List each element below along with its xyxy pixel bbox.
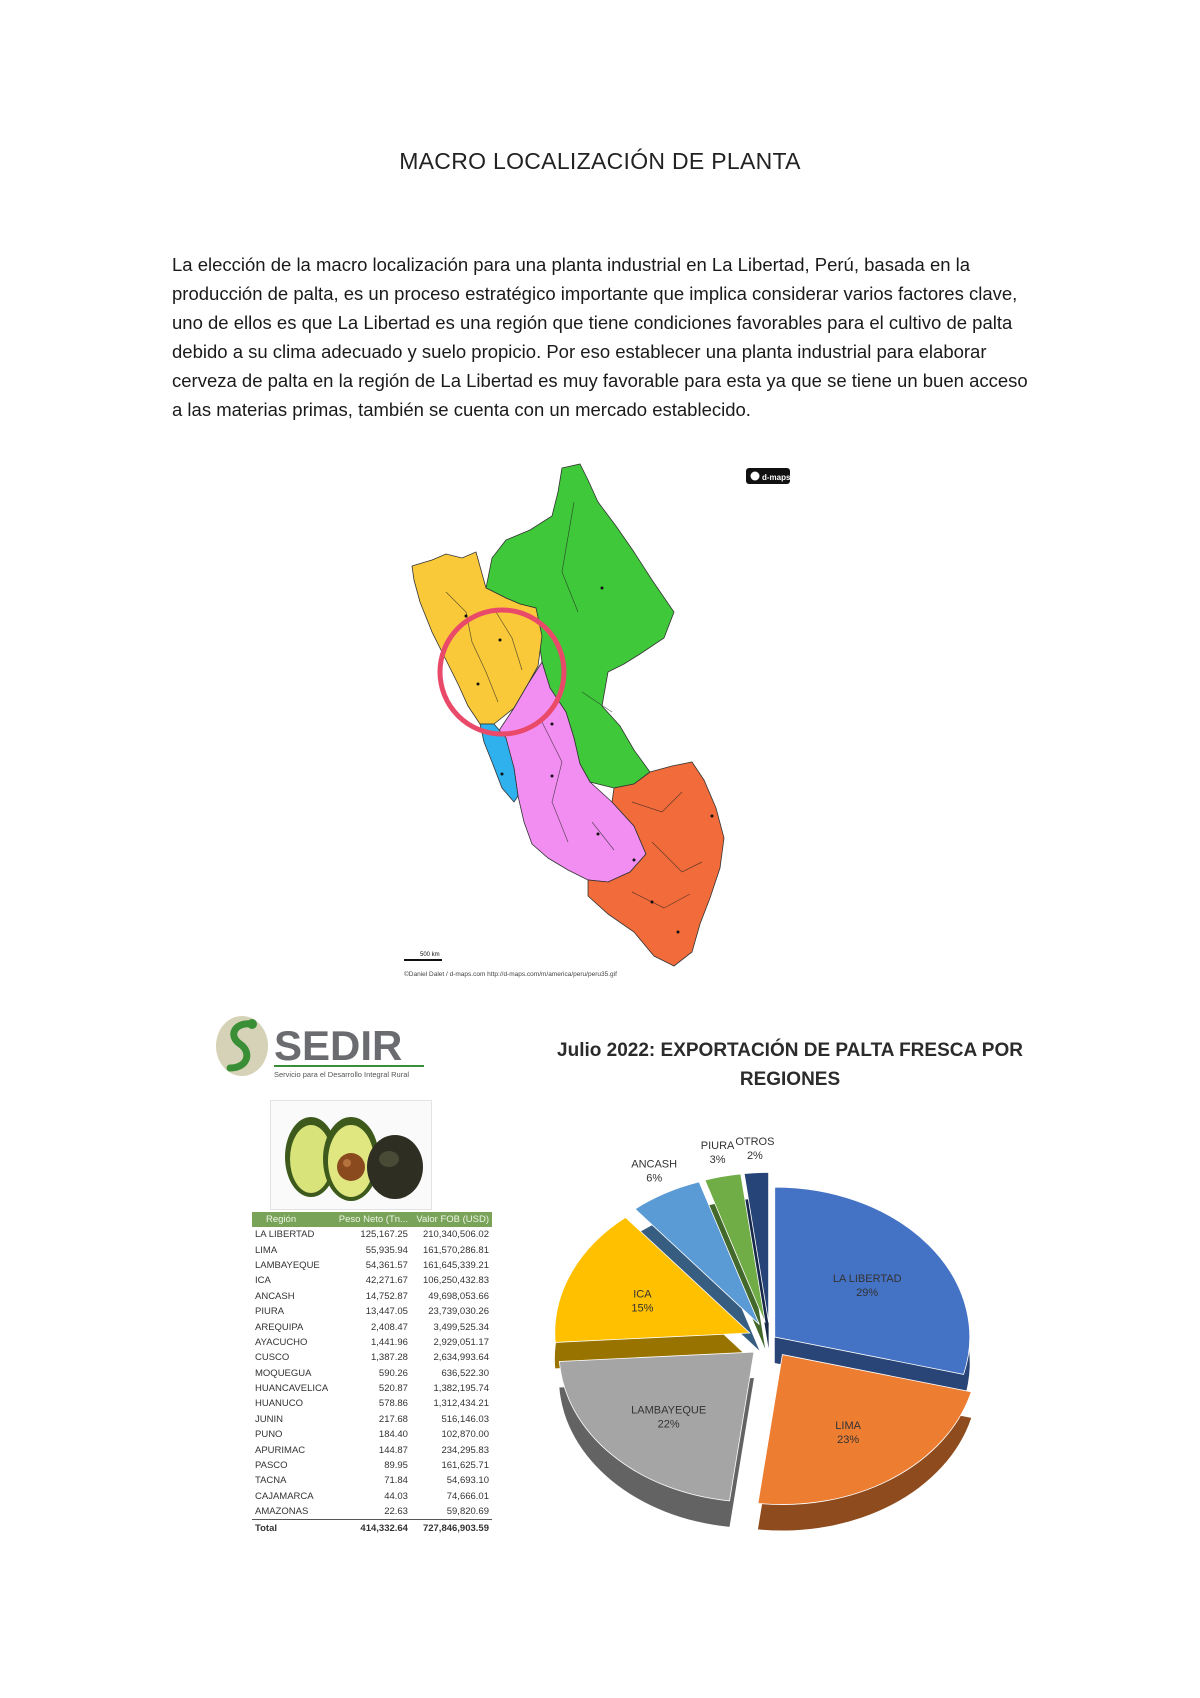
weight-cell: 1,441.96 <box>370 1336 408 1348</box>
table-row <box>252 1273 492 1288</box>
weight-cell: 217.68 <box>378 1413 408 1425</box>
chart-title: Julio 2022: EXPORTACIÓN DE PALTA FRESCA POR REGIONES <box>557 1040 1023 1090</box>
weight-cell: 578.86 <box>378 1398 408 1410</box>
fob-cell: 234,295.83 <box>441 1444 489 1456</box>
column-header: Valor FOB (USD) <box>411 1212 492 1227</box>
region-cell: HUANUCO <box>255 1398 304 1410</box>
slice-name-label: LAMBAYEQUE <box>631 1404 707 1417</box>
fob-cell: 2,634,993.64 <box>433 1352 489 1364</box>
region-cell: HUANCAVELICA <box>255 1383 329 1395</box>
fob-cell: 54,693.10 <box>446 1475 489 1487</box>
table-row <box>252 1227 492 1242</box>
weight-cell: 184.40 <box>378 1429 408 1441</box>
table-row <box>252 1335 492 1350</box>
weight-cell: 42,271.67 <box>365 1275 408 1287</box>
body-paragraph: La elección de la macro localización para una planta industrial en La Libertad, Perú, basada en la producción de palta, es un proceso estratégico importante que implica considerar varios factores clave, uno de ellos es que La Libertad es una región que tiene condiciones favorables para el cultivo de palta debido a su clima adecuado y suelo propicio. Por eso establecer una planta industrial para elaborar cerveza de palta en la región de La Libertad es muy favorable para esta ya que se tiene un buen acceso a las materias primas, también se cuenta con un mercado establecido. <box>172 254 1028 420</box>
table-row <box>252 1289 492 1304</box>
fob-cell: 161,645,339.21 <box>422 1259 489 1271</box>
weight-cell: 54,361.57 <box>365 1259 408 1271</box>
table-row <box>252 1304 492 1319</box>
weight-cell: 144.87 <box>378 1444 408 1456</box>
region-cell: AMAZONAS <box>255 1506 309 1518</box>
region-cell: ICA <box>255 1275 271 1287</box>
badge-text: d-maps <box>762 473 791 482</box>
table-row <box>252 1396 492 1411</box>
slice-name-label: LIMA <box>835 1419 861 1432</box>
fob-cell: 1,312,434.21 <box>433 1398 489 1410</box>
slice-name-label: PIURA <box>700 1139 735 1152</box>
table-row <box>252 1319 492 1334</box>
sedir-logo <box>212 1010 432 1090</box>
slice-percent-label: 2% <box>746 1149 763 1162</box>
fob-cell: 161,570,286.81 <box>422 1244 489 1256</box>
table-row <box>252 1412 492 1427</box>
fob-cell: 636,522.30 <box>441 1367 489 1379</box>
total-cell: 414,332.64 <box>334 1520 411 1536</box>
region-cell: MOQUEGUA <box>255 1367 312 1379</box>
column-header: Región <box>252 1212 334 1227</box>
region-cell: LAMBAYEQUE <box>255 1259 320 1271</box>
peru-map <box>402 462 794 984</box>
region-cell: TACNA <box>255 1475 287 1487</box>
column-header: Peso Neto (Tn... <box>334 1212 411 1227</box>
region-cell: AREQUIPA <box>255 1321 304 1333</box>
region-cell: LIMA <box>255 1244 278 1256</box>
table-row <box>252 1242 492 1257</box>
weight-cell: 44.03 <box>384 1490 408 1502</box>
avocado-image <box>270 1100 432 1210</box>
table-row <box>252 1258 492 1273</box>
sedir-subtitle: Servicio para el Desarrollo Integral Rural <box>274 1070 410 1079</box>
table-total-row <box>252 1520 492 1536</box>
table-row <box>252 1504 492 1520</box>
fob-cell: 49,698,053.66 <box>428 1290 489 1302</box>
slice-name-label: ICA <box>633 1288 652 1301</box>
region-cell: PUNO <box>255 1429 283 1441</box>
weight-cell: 71.84 <box>384 1475 408 1487</box>
slice-name-label: ANCASH <box>631 1158 678 1171</box>
region-cell: PIURA <box>255 1306 285 1318</box>
weight-cell: 590.26 <box>378 1367 408 1379</box>
weight-cell: 1,387.28 <box>370 1352 408 1364</box>
weight-cell: 2,408.47 <box>370 1321 408 1333</box>
fob-cell: 1,382,195.74 <box>433 1383 489 1395</box>
region-cell: JUNIN <box>255 1413 283 1425</box>
total-cell: 727,846,903.59 <box>411 1520 492 1536</box>
fob-cell: 74,666.01 <box>446 1490 489 1502</box>
pie-chart <box>550 1135 1070 1530</box>
region-cell: PASCO <box>255 1460 288 1472</box>
slice-name-label: OTROS <box>735 1135 775 1148</box>
d-maps-badge <box>746 468 791 484</box>
fob-cell: 2,929,051.17 <box>433 1336 489 1348</box>
weight-cell: 55,935.94 <box>365 1244 408 1256</box>
sedir-name: SEDIR <box>274 1022 403 1069</box>
table-row <box>252 1458 492 1473</box>
table-row <box>252 1442 492 1457</box>
table-row <box>252 1473 492 1488</box>
table-row <box>252 1366 492 1381</box>
weight-cell: 89.95 <box>384 1460 408 1472</box>
slice-percent-label: 22% <box>657 1418 680 1431</box>
export-table <box>252 1212 492 1536</box>
page-title: MACRO LOCALIZACIÓN DE PLANTA <box>399 148 801 174</box>
fob-cell: 23,739,030.26 <box>428 1306 489 1318</box>
slice-percent-label: 15% <box>631 1302 654 1315</box>
weight-cell: 22.63 <box>384 1506 408 1518</box>
region-cell: APURIMAC <box>255 1444 306 1456</box>
slice-percent-label: 3% <box>709 1153 726 1166</box>
fob-cell: 516,146.03 <box>441 1413 489 1425</box>
fob-cell: 161,625.71 <box>441 1460 489 1472</box>
region-cell: AYACUCHO <box>255 1336 308 1348</box>
pie-slice-lambayeque <box>559 1352 754 1501</box>
fob-cell: 106,250,432.83 <box>422 1275 489 1287</box>
table-row <box>252 1489 492 1504</box>
table-row <box>252 1381 492 1396</box>
fob-cell: 102,870.00 <box>441 1429 489 1441</box>
table-header-row <box>252 1212 492 1227</box>
weight-cell: 125,167.25 <box>360 1229 408 1241</box>
slice-name-label: LA LIBERTAD <box>832 1272 902 1285</box>
region-cell: LA LIBERTAD <box>255 1229 315 1241</box>
table-row <box>252 1350 492 1365</box>
fob-cell: 210,340,506.02 <box>422 1229 489 1241</box>
total-cell: Total <box>252 1520 334 1536</box>
weight-cell: 13,447.05 <box>365 1306 408 1318</box>
weight-cell: 14,752.87 <box>365 1290 408 1302</box>
fob-cell: 59,820.69 <box>446 1506 489 1518</box>
table-row <box>252 1427 492 1442</box>
slice-percent-label: 23% <box>837 1433 860 1446</box>
map-credit: ©Daniel Dalet / d-maps.com http://d-maps.com/m/america/peru/peru35.gif <box>404 971 617 978</box>
slice-percent-label: 29% <box>856 1286 879 1299</box>
scale-label: 500 km <box>420 952 440 958</box>
slice-percent-label: 6% <box>646 1172 663 1185</box>
weight-cell: 520.87 <box>378 1383 408 1395</box>
region-cell: CAJAMARCA <box>255 1490 314 1502</box>
region-cell: ANCASH <box>255 1290 295 1302</box>
region-cell: CUSCO <box>255 1352 290 1364</box>
fob-cell: 3,499,525.34 <box>433 1321 489 1333</box>
